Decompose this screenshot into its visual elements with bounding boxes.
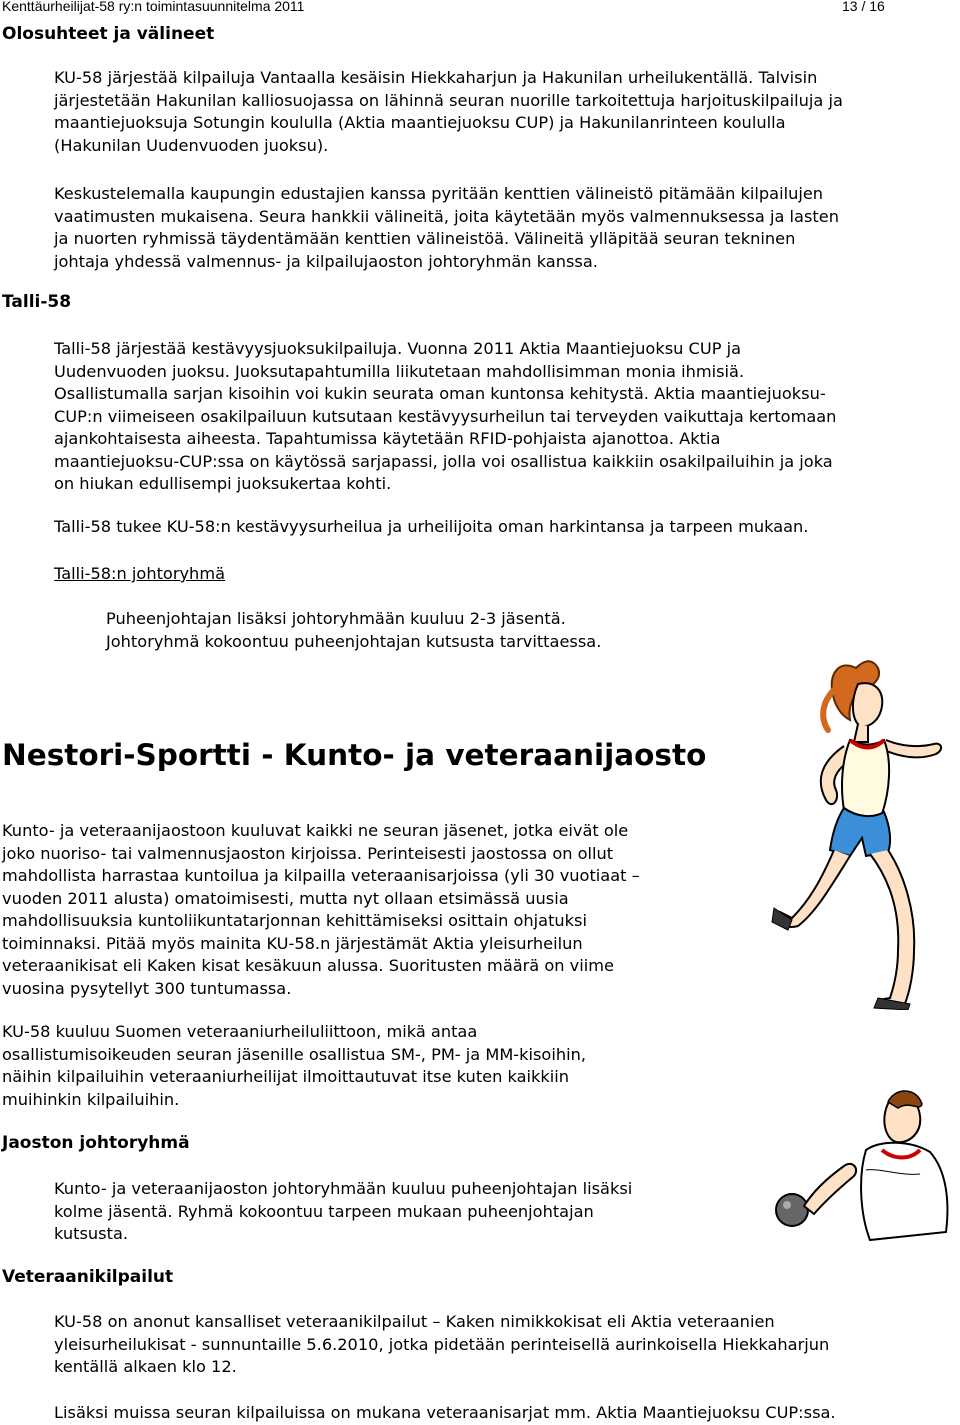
text-line: Johtoryhmä kokoontuu puheenjohtajan kutsusta tarvittaessa.: [106, 631, 602, 651]
text-line: Uudenvuoden juoksu. Juoksutapahtumilla liikutetaan mahdollisimman monia ihmisiä.: [54, 361, 745, 381]
text-line: johtaja yhdessä valmennus- ja kilpailujaoston johtoryhmän kanssa.: [54, 251, 598, 271]
text-line: näihin kilpailuihin veteraaniurheilijat ilmoittautuvat itse kuten kaikkiin: [2, 1067, 570, 1086]
text-line: kolme jäsentä. Ryhmä kokoontuu tarpeen mukaan puheenjohtajan: [54, 1201, 594, 1221]
nestori-paragraph-1: [2, 820, 640, 1000]
text-line: Keskustelemalla kaupungin edustajien kanssa pyritään kenttien välineistö pitämään kilpailujen: [54, 184, 824, 203]
section-heading-olosuhteet: Olosuhteet ja välineet: [2, 24, 215, 44]
talli-paragraph-1: [54, 338, 836, 496]
text-line: kutsusta.: [54, 1224, 129, 1243]
text-line: KU-58 kuuluu Suomen veteraaniurheiluliittoon, mikä antaa: [2, 1022, 478, 1041]
text-line: (Hakunilan Uudenvuoden juoksu).: [54, 135, 329, 155]
text-line: järjestetään Hakunilan kalliosuojassa on lähinnä seuran nuorille tarkoitettuja harjoituskilpailuja ja: [54, 90, 843, 110]
jaosto-board-paragraph: [54, 1178, 632, 1246]
text-line: Talli-58 tukee KU-58:n kestävyysurheilua ja urheilijoita oman harkintansa ja tarpeen mukaan.: [54, 517, 809, 536]
text-line: mahdollisuuksia kuntoliikuntatarjonnan kehittämiseksi osittain ohjatuksi: [2, 911, 587, 930]
talli-paragraph-2: [54, 516, 808, 539]
olosuhteet-paragraph-2: [54, 183, 839, 273]
text-line: Kunto- ja veteraanijaostoon kuuluvat kaikki ne seuran jäsenet, jotka eivät ole: [2, 821, 629, 840]
section-heading-talli: Talli-58: [2, 292, 72, 312]
text-line: maantiejuoksu-CUP:ssa on käytössä sarjapassi, jolla voi osallistua kaikkiin osakilpailuihin ja joka: [54, 451, 833, 471]
document-title: Kenttäurheilijat-58 ry:n toimintasuunnitelma 2011: [2, 0, 305, 14]
text-line: muihinkin kilpailuihin.: [2, 1089, 180, 1109]
text-line: toiminnaksi. Pitää myös mainita KU-58.n järjestämät Aktia yleisurheilun: [2, 933, 583, 953]
olosuhteet-paragraph-1: [54, 67, 843, 157]
section-heading-jaoston-johtoryhma: Jaoston johtoryhmä: [2, 1133, 190, 1153]
text-line: Lisäksi muissa seuran kilpailuissa on mukana veteraanisarjat mm. Aktia Maantiejuoksu CUP:ssa.: [54, 1403, 836, 1422]
text-line: CUP:n viimeiseen osakilpailuun kutsutaan kestävyysurheilun tai terveyden vaikuttaja kertomaan: [54, 406, 837, 426]
text-line: joko nuoriso- tai valmennusjaoston kirjoissa. Perinteisesti jaostossa on ollut: [2, 843, 614, 863]
section-heading-veteraanikilpailut: Veteraanikilpailut: [2, 1267, 174, 1287]
runner-illustration: [770, 650, 960, 1010]
veteraanikilpailut-paragraph: [54, 1311, 829, 1379]
text-line: vaatimusten mukaisena. Seura hankkii välineitä, joita käytetään myös valmennuksessa ja lasten: [54, 206, 839, 226]
text-line: osallistumisoikeuden seuran jäsenille osallistua SM-, PM- ja MM-kisoihin,: [2, 1044, 586, 1064]
text-line: Osallistumalla sarjan kisoihin voi kukin seurata oman kuntonsa kehitystä. Aktia maantiejuoksu-: [54, 384, 826, 403]
text-line: vuoden 2011 alusta) omatoimisesti, mutta nyt ollaan etsimässä uusia: [2, 888, 569, 908]
page-number: 13 / 16: [842, 0, 885, 14]
text-line: ja nuorten ryhmissä täydentämään kenttien välineistöä. Välineitä ylläpitää seuran tekninen: [54, 229, 796, 248]
shot-put-illustration: [770, 1000, 960, 1250]
text-line: maantiejuoksuja Sotungin koululla (Aktia maantiejuoksu CUP) ja Hakunilanrinteen koululla: [54, 113, 786, 132]
talli-board-heading: Talli-58:n johtoryhmä: [54, 564, 226, 583]
text-line: veteraanikisat eli Kaken kisat kesäkuun alussa. Suoritusten määrä on viime: [2, 956, 614, 975]
text-line: ajankohtaisesta aiheesta. Tapahtumissa käytetään RFID-pohjaista ajanottoa. Aktia: [54, 429, 721, 448]
text-line: kentällä alkaen klo 12.: [54, 1357, 237, 1376]
talli-board-paragraph: [106, 608, 601, 653]
section-heading-nestori: Nestori-Sportti - Kunto- ja veteraanijaosto: [2, 738, 707, 772]
nestori-paragraph-2: [2, 1021, 586, 1111]
text-line: mahdollista harrastaa kuntoilua ja kilpailla veteraanisarjoissa (yli 30 vuotiaat –: [2, 866, 640, 885]
text-line: KU-58 järjestää kilpailuja Vantaalla kesäisin Hiekkaharjun ja Hakunilan urheilukentällä. Talvisin: [54, 68, 818, 87]
text-line: yleisurheilukisat - sunnuntaille 5.6.2010, jotka pidetään perinteisellä aurinkoisella Hiekkaharjun: [54, 1334, 830, 1354]
veteraanikilpailut-last-paragraph: [54, 1402, 836, 1425]
text-line: vuosina pysytellyt 300 tuntumassa.: [2, 978, 292, 998]
text-line: Talli-58 järjestää kestävyysjuoksukilpailuja. Vuonna 2011 Aktia Maantiejuoksu CUP ja: [54, 339, 742, 358]
text-line: on hiukan edullisempi juoksukertaa kohti.: [54, 474, 392, 493]
text-line: KU-58 on anonut kansalliset veteraanikilpailut – Kaken nimikkokisat eli Aktia veteraanien: [54, 1312, 775, 1331]
text-line: Kunto- ja veteraanijaoston johtoryhmään kuuluu puheenjohtajan lisäksi: [54, 1179, 633, 1198]
text-line: Puheenjohtajan lisäksi johtoryhmään kuuluu 2-3 jäsentä.: [106, 609, 566, 628]
